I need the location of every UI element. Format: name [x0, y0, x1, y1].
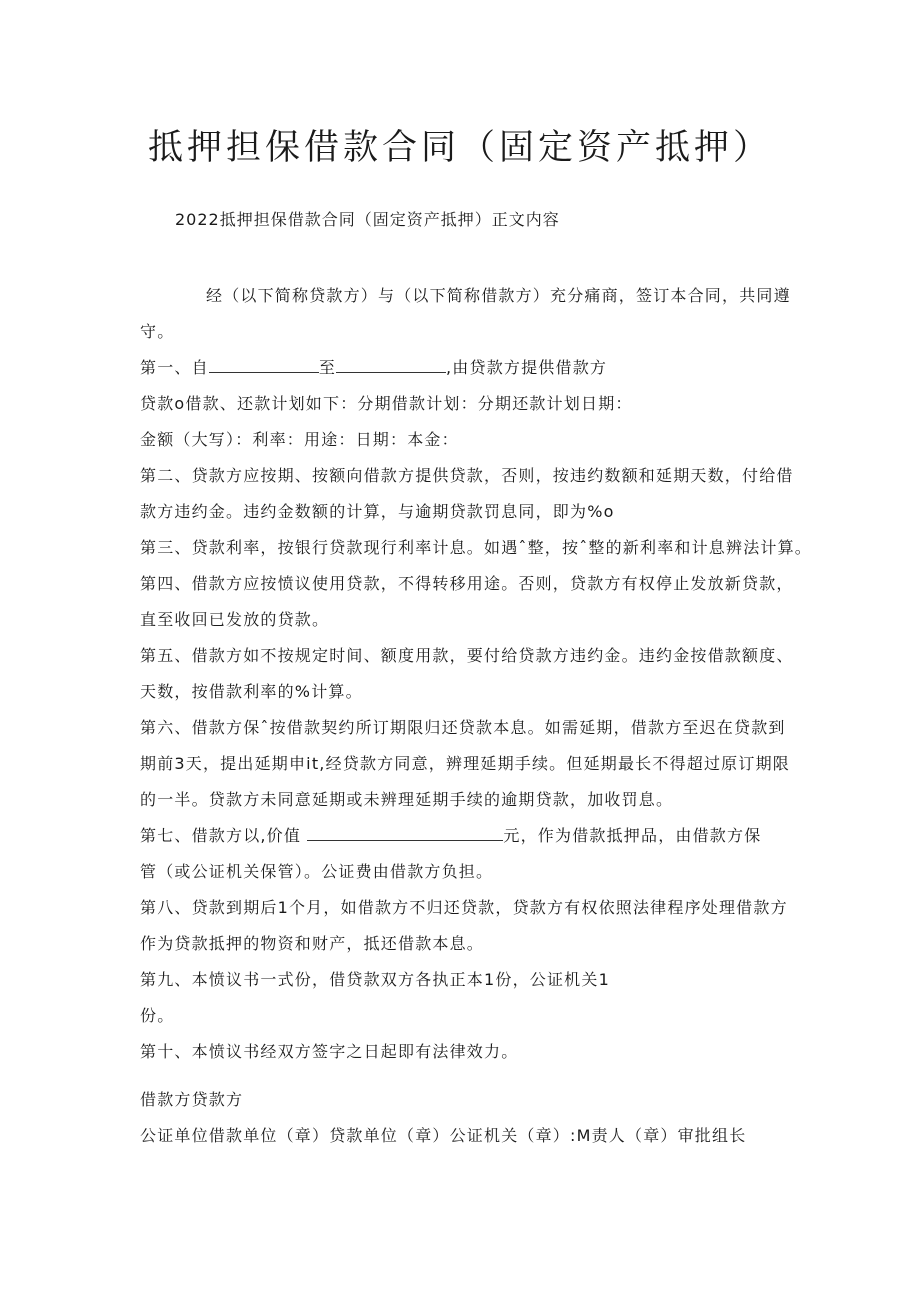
clause-7-line-2: 管（或公证机关保管）。公证费由借款方负担。 — [140, 862, 494, 881]
clause-3: 第三、贷款利率，按银行贷款现行利率计息。如遇ˆ整，按ˆ整的新利率和计息辨法计算。 — [140, 538, 813, 557]
clause-10: 第十、本愤议书经双方签字之日起即有法律效力。 — [140, 1042, 519, 1061]
clause-9-line-2: 份。 — [140, 1006, 175, 1025]
clause-7-suffix: 元，作为借款抵押品，由借款方保 — [503, 826, 762, 845]
end-date-blank — [336, 354, 446, 373]
document-subtitle: 2022抵押担保借款合同（固定资产抵押）正文内容 — [175, 210, 560, 229]
clause-7 — [140, 818, 800, 854]
clause-4: 第四、借款方应按愤议使用贷款，不得转移用途。否则，贷款方有权停止发放新贷款，直至收回已发放的贷款。 — [140, 574, 794, 629]
clause-1 — [140, 350, 800, 386]
repayment-plan-line: 贷款o借款、还款计划如下：分期借款计划：分期还款计划日期： — [140, 394, 633, 413]
collateral-value-blank — [307, 822, 503, 841]
contract-body — [140, 278, 813, 1154]
clause-9: 第九、本愤议书一式份，借贷款双方各执正本1份，公证机关1 — [140, 970, 610, 989]
clause-1-suffix: ,由贷款方提供借款方 — [446, 358, 608, 377]
start-date-blank — [209, 354, 319, 373]
parties-line: 借款方贷款方 — [140, 1090, 244, 1109]
clause-2: 第二、贷款方应按期、按额向借款方提供贷款，否则，按违约数额和延期天数，付给借款方违约金。违约金数额的计算，与逾期贷款罚息同，即为%o — [140, 466, 794, 521]
clause-6: 第六、借款方保ˆ按借款契约所订期限归还贷款本息。如需延期，借款方至迟在贷款到期前3天，提出延期申it,经贷款方同意，辨理延期手续。但延期最长不得超过原订期限的一半。贷款方未同意延期或未辨理延期手续的逾期贷款，加收罚息。 — [140, 718, 790, 809]
clause-7-prefix: 第七、借款方以,价值 — [140, 826, 302, 845]
clause-1-prefix: 第一、自 — [140, 358, 209, 377]
clause-1-middle: 至 — [318, 358, 337, 377]
amount-line: 金额（大写）：利率：用途：日期：本金： — [140, 430, 459, 449]
intro-paragraph: 经（以下简称贷款方）与（以下简称借款方）充分痛商，签订本合同，共同遵守。 — [140, 286, 791, 341]
clause-8: 第八、贷款到期后1个月，如借款方不归还贷款，贷款方有权依照法律程序处理借款方作为贷款抵押的物资和财产，抵还借款本息。 — [140, 898, 788, 953]
document-title: 抵押担保借款合同（固定资产抵押） — [147, 128, 772, 168]
signature-line: 公证单位借款单位（章）贷款单位（章）公证机关（章）:M责人（章）审批组长 — [140, 1126, 747, 1145]
clause-5: 第五、借款方如不按规定时间、额度用款，要付给贷款方违约金。违约金按借款额度、天数，按借款利率的%计算。 — [140, 646, 794, 701]
